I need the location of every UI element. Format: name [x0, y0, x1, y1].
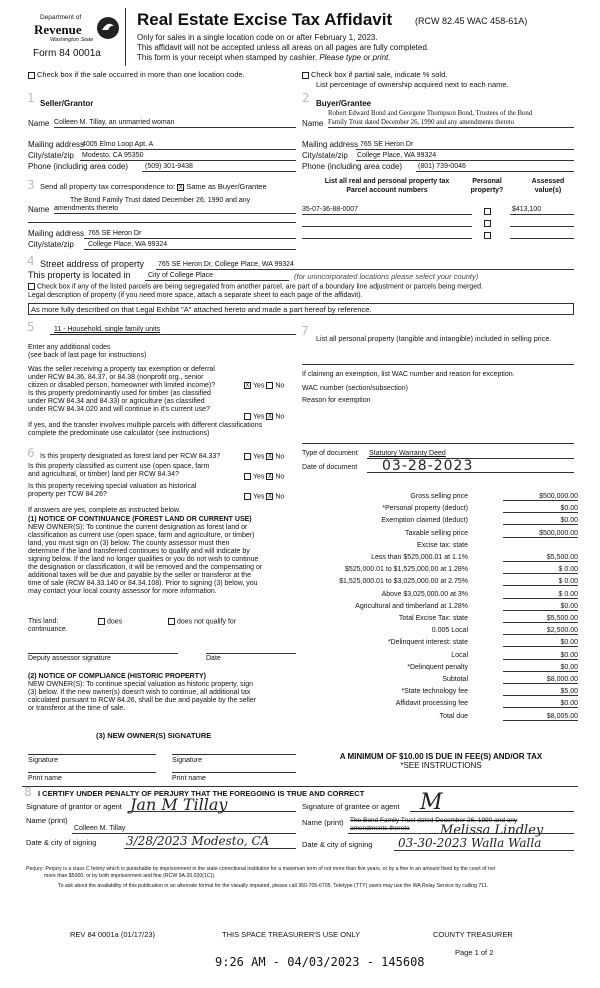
wac-label: WAC number (section/subsection)	[302, 385, 408, 392]
county-treasurer: COUNTY TREASURER	[433, 930, 513, 939]
availability-note: To ask about the availability of this publication in an alternate format for the visually impaired, please call 360-705-6705. Teletype (TTY) users may use the WA Relay Service by calling 711.	[58, 883, 489, 889]
exemption-instruction: If claiming an exemption, list WAC number and reason for exception.	[302, 371, 515, 378]
fee-row	[300, 664, 578, 676]
fee-amount[interactable]: $0.00	[503, 639, 578, 647]
section-6-number: 6	[27, 446, 35, 460]
use-code[interactable]: 11 - Household, single family units	[54, 326, 161, 333]
same-as-buyer-check[interactable]: X	[178, 184, 183, 191]
owner-sig-label-2: Signature	[172, 757, 202, 764]
seller-addr-label: Mailing address	[28, 140, 85, 149]
owner-sig-label-1: Signature	[28, 757, 58, 764]
doc-type[interactable]: Statutory Warranty Deed	[369, 450, 446, 457]
corr-addr-label: Mailing address	[28, 229, 85, 238]
buyer-name-line2[interactable]: Family Trust dated December 26, 1990 and any amendments thereto	[328, 119, 515, 126]
section-4-number: 4	[27, 254, 35, 268]
does-check[interactable]: does	[98, 618, 122, 625]
section-5-number: 5	[27, 320, 35, 334]
fee-amount[interactable]: $500,000.00	[503, 493, 578, 501]
forest-question: Is this property designated as forest land per RCW 84.33?	[40, 453, 221, 460]
revenue-label: Revenue	[34, 22, 82, 37]
corr-name-line1[interactable]: The Bond Family Trust dated December 26, 1990 and any	[70, 197, 251, 204]
timestamp-stamp: 9:26 AM - 04/03/2023 - 145608	[215, 955, 425, 969]
personal-check-1[interactable]	[484, 206, 493, 215]
fee-label: $525,000.01 to $1,525,000.00 at 1.28%	[345, 566, 468, 574]
fee-label: Above $3,025,000.00 at 3%	[381, 590, 468, 598]
grantor-sig-label: Signature of grantor or agent	[26, 802, 122, 811]
corr-address[interactable]: 765 SE Heron Dr	[88, 230, 142, 237]
fee-row	[300, 542, 578, 554]
seller-city-label: City/state/zip	[28, 151, 74, 160]
title-citation: (RCW 82.45 WAC 458-61A)	[415, 16, 528, 26]
fee-amount[interactable]: $ 0.00	[503, 578, 578, 586]
perjury-note: Perjury: Perjury is a class C felony which is punishable by imprisonment in the state correctional institution for a maximum term of not more than five years, or by a fine in an amount fixed by the court of not more than $5000, or by both imprisonment and fine (RCW 9A.20.020(1C)).	[26, 866, 496, 879]
fee-row	[300, 639, 578, 651]
deputy-sig-label: Deputy assessor signature	[28, 655, 111, 662]
assessed-header: Assessed value(s)	[531, 178, 565, 194]
new-owner-sig-heading: (3) NEW OWNER(S) SIGNATURE	[96, 731, 212, 740]
buyer-phone-label: Phone (including area code)	[302, 162, 403, 171]
grantor-name[interactable]: Colleen M. Tillay	[74, 825, 126, 832]
doc-date[interactable]: 03-28-2023	[382, 458, 474, 474]
uninc-note: (for unincorporated locations please select your county)	[294, 272, 479, 281]
buyer-heading: Buyer/Grantee	[316, 99, 372, 108]
does-not-check[interactable]: does not qualify for	[168, 618, 236, 625]
exemption-answer[interactable]: X Yes No	[245, 382, 285, 390]
corr-city[interactable]: College Place, WA 99324	[88, 241, 168, 248]
seller-name-label: Name	[28, 119, 50, 128]
fee-amount[interactable]: $0.00	[503, 505, 578, 513]
header-note-3: This form is your receipt when stamped by cashier. Please type or print.	[137, 53, 391, 62]
historic-answer[interactable]: Yes X No	[244, 493, 284, 500]
buyer-phone[interactable]: (801) 739-0046	[418, 163, 466, 170]
fee-amount[interactable]: $0.00	[503, 603, 578, 611]
fee-row	[300, 554, 578, 566]
land-label: This land:	[28, 618, 59, 625]
seller-phone[interactable]: (509) 301-9438	[145, 163, 193, 170]
fee-amount[interactable]: $5,500.00	[503, 554, 578, 562]
fee-row	[300, 578, 578, 590]
seller-phone-label: Phone (including area code)	[28, 162, 129, 171]
fee-row	[300, 713, 578, 725]
corr-name-label: Name	[28, 205, 50, 214]
exemption-question: Was the seller receiving a property tax exemption or deferral under RCW 84.36, 84.37, or 84.38 (nonprofit org., senior citizen or disabled person, homeowner with limited income)?	[28, 366, 216, 389]
seller-heading: Seller/Grantor	[40, 99, 94, 108]
fee-amount[interactable]: $5,500.00	[503, 615, 578, 623]
fee-label: Local	[451, 651, 468, 659]
dor-logo	[28, 10, 123, 65]
rev-label: REV 84 0001a (01/17/23)	[70, 930, 156, 939]
header-note-2: This affidavit will not be accepted unless all areas on all pages are fully completed.	[137, 43, 430, 52]
reason-label: Reason for exemption	[302, 397, 371, 404]
fee-row	[300, 688, 578, 700]
section-3-number: 3	[27, 178, 35, 192]
fee-label: *Delinquent penalty	[407, 663, 468, 671]
fee-label: Agricultural and timberland at 1.28%	[355, 602, 468, 610]
grantee-date-label: Date & city of signing	[302, 840, 373, 849]
timber-question: Is this property predominantly used for timber (as classified under RCW 84.34 and 84.33) or agriculture (as classified under RCW 84.34.020 and will continue in it's current use?	[28, 390, 211, 413]
doc-date-label: Date of document	[302, 464, 358, 471]
grantor-signature[interactable]: Jan M Tillay	[130, 795, 228, 814]
fee-row	[300, 566, 578, 578]
owner-print-label-1: Print name	[28, 775, 62, 782]
fee-amount[interactable]: $8,000.00	[503, 676, 578, 684]
fee-amount[interactable]: $5.00	[503, 688, 578, 696]
personal-check-2[interactable]	[484, 218, 493, 227]
fee-label: Affidavit processing fee	[395, 700, 468, 708]
section-8-number: 8	[24, 785, 32, 799]
located-label: This property is located in	[28, 270, 131, 280]
seller-name[interactable]: Colleen M. Tillay, an unmarried woman	[54, 119, 175, 126]
fee-label: Exemption claimed (deduct)	[381, 517, 468, 525]
page-number: Page 1 of 2	[455, 948, 494, 957]
fee-row	[300, 603, 578, 615]
grantee-signature[interactable]: M	[420, 790, 443, 815]
fee-label: Total due	[439, 712, 468, 720]
located-value[interactable]: City of College Place	[148, 272, 213, 279]
dor-logo-icon	[96, 16, 120, 40]
add-codes-2: (see back of last page for instructions)	[28, 352, 147, 359]
parcel-header: List all real and personal property tax Parcel account numbers	[324, 178, 450, 194]
parcel-number[interactable]: 35-07-36-88-0007	[302, 206, 359, 213]
fee-label: $1,525,000.01 to $3,025,000.00 at 2.75%	[339, 578, 468, 586]
grantor-date-city[interactable]: 3/28/2023 Modesto, CA	[126, 834, 270, 848]
assessed-value[interactable]: $413,100	[512, 206, 542, 213]
corr-name-line2[interactable]: amendments thereto	[54, 205, 119, 212]
deputy-date-label: Date	[206, 655, 221, 662]
partial-sale-note: List percentage of ownership acquired next to each name.	[316, 80, 509, 89]
seller-city[interactable]: Modesto, CA 95350	[82, 152, 144, 159]
multi-parcel-note: If yes, and the transfer involves multiple parcels with different classifications complete the predominate use calculator (see instructions)	[28, 422, 263, 437]
legal-description[interactable]: As more fully described on that Legal Exhibit "A" attached hereto and made a part hereof by reference.	[28, 303, 574, 315]
treasurer-space: THIS SPACE TREASURER'S USE ONLY	[222, 930, 361, 939]
grantee-name-handwritten[interactable]: Melissa Lindley	[440, 823, 544, 838]
fee-row	[300, 493, 578, 505]
fee-label: *Delinquent interest: state	[387, 639, 468, 647]
partial-sale-check[interactable]: Check box if partial sale, indicate % sold.	[302, 70, 447, 79]
section-1-number: 1	[27, 91, 35, 105]
header-note-1: Only for sales in a single location code on or after February 1, 2023.	[137, 33, 378, 42]
buyer-address[interactable]: 765 SE Heron Dr	[360, 141, 414, 148]
buyer-name-label: Name	[302, 119, 324, 128]
fee-label: *State technology fee	[401, 688, 468, 696]
owner-print-label-2: Print name	[172, 775, 206, 782]
forest-answer[interactable]: Yes X No	[244, 453, 284, 460]
street-label: Street address of property	[40, 259, 145, 269]
certification-text: I CERTIFY UNDER PENALTY OF PERJURY THAT THE FOREGOING IS TRUE AND CORRECT	[38, 789, 365, 798]
continuance-label: continuance.	[28, 626, 68, 633]
fee-amount[interactable]: $2,500.00	[503, 627, 578, 635]
answers-note: If answers are yes, complete as instructed below.	[28, 507, 181, 514]
fee-label: Less than $525,000.01 at 1.1%	[371, 554, 468, 561]
fee-amount[interactable]: $0.00	[503, 652, 578, 660]
personal-check-3[interactable]	[484, 230, 493, 239]
street-address[interactable]: 765 SE Heron Dr, College Place, WA 99324	[158, 261, 294, 268]
state-label: Washington State	[50, 37, 94, 43]
timber-answer[interactable]: Yes X No	[244, 413, 284, 420]
grantee-name-line2[interactable]: amendments thereto	[350, 825, 410, 832]
grantee-sig-label: Signature of grantee or agent	[302, 802, 400, 811]
fee-row	[300, 615, 578, 627]
fee-row	[300, 700, 578, 712]
fee-row	[300, 530, 578, 542]
personal-property-text: List all personal property (tangible and intangible) included in selling price.	[316, 334, 552, 343]
grantor-name-label: Name (print)	[26, 816, 68, 825]
fee-amount[interactable]: $0.00	[503, 700, 578, 708]
page-title: Real Estate Excise Tax Affidavit	[137, 10, 393, 29]
fee-row	[300, 652, 578, 664]
fee-label: Total Excise Tax: state	[398, 615, 468, 622]
fee-amount[interactable]: $ 0.00	[503, 591, 578, 599]
buyer-addr-label: Mailing address	[302, 140, 359, 149]
notice-continuance: (1) NOTICE OF CONTINUANCE (FOREST LAND OR CURRENT USE) NEW OWNER(S): To continue the current designation as forest land or classification as current use (open space, farm and agriculture, or timber) land, you must sign on (3) below. The county assessor must then determine if the land transferred continues to qualify and will indicate by signing below. If the land no longer qualifies or you do not wish to continue the designation or classification, it will be removed and the compensating or additional taxes will be due and payable by the seller or transferor at the time of sale (RCW 84.33.140 or 84.34.108). Prior to signing (3) below, you may contact your local county assessor for more information.	[28, 516, 263, 595]
legal-label: Legal description of property (if you need more space, attach a separate sheet to each page of the affidavit).	[28, 292, 363, 299]
fee-row	[300, 676, 578, 688]
grantor-date-label: Date & city of signing	[26, 838, 97, 847]
notice-compliance: (2) NOTICE OF COMPLIANCE (HISTORIC PROPERTY) NEW OWNER(S): To continue special valuation as historic property, sign (3) below. If the new owner(s) doesn't wish to continue, all additional tax calculated pursuant to RCW 84.26, shall be due and payable by the seller or transferor at the time of sale.	[28, 673, 257, 712]
multi-loc-check[interactable]: Check box if the sale occurred in more than one location code.	[28, 70, 245, 79]
current-use-question: Is this property classified as current use (open space, farm and agricultural, or timber) land per RCW 84.34?	[28, 463, 210, 478]
form-number: Form 84 0001a	[33, 48, 101, 59]
doc-type-label: Type of document	[302, 450, 358, 457]
fee-label: Excise tax: state	[417, 541, 468, 549]
fee-label: *Personal property (deduct)	[382, 505, 468, 513]
buyer-name-line1[interactable]: Robert Edward Bond and Georgene Thompson Bond, Trustees of the Bond	[328, 110, 533, 117]
fee-row	[300, 591, 578, 603]
minimum-notice: A MINIMUM OF $10.00 IS DUE IN FEE(S) AND/OR TAX	[339, 752, 543, 761]
fee-label: 0.005 Local	[431, 627, 468, 635]
historic-question: Is this property receiving special valuation as historical property per TCW 84.26?	[28, 483, 197, 498]
fee-amount[interactable]: $ 0.00	[503, 566, 578, 574]
fee-amount[interactable]: $0.00	[503, 664, 578, 672]
grantee-date-city[interactable]: 03-30-2023 Walla Walla	[398, 836, 542, 850]
section-2-number: 2	[302, 91, 310, 105]
fee-row	[300, 627, 578, 639]
segregation-check[interactable]: Check box if any of the listed parcels are being segregated from another parcel, are part of a boundary line adjustment or parcels being merged.	[28, 283, 483, 290]
header-divider	[125, 8, 126, 66]
fee-amount[interactable]: $0.00	[503, 517, 578, 525]
fee-label: Subtotal	[442, 676, 468, 683]
correspondence-text: Send all property tax correspondence to: X Same as Buyer/Grantee	[40, 182, 267, 191]
section-7-number: 7	[301, 324, 309, 338]
fee-label: Taxable selling price	[404, 529, 468, 537]
buyer-city-label: City/state/zip	[302, 151, 348, 160]
add-codes-1: Enter any additional codes	[28, 344, 111, 351]
dept-label: Department of	[40, 14, 82, 21]
fee-amount[interactable]: $500,000.00	[503, 530, 578, 538]
grantee-name-line1[interactable]: The Bond Family Trust dated December 26, 1990 and any	[350, 817, 518, 824]
fee-label: Gross selling price	[410, 493, 468, 500]
buyer-city[interactable]: College Place, WA 99324	[357, 152, 437, 159]
corr-city-label: City/state/zip	[28, 240, 74, 249]
fee-row	[300, 505, 578, 517]
personal-header: Personal property?	[470, 178, 504, 194]
current-use-answer[interactable]: Yes X No	[244, 473, 284, 480]
grantee-name-label: Name (print)	[302, 818, 344, 827]
see-instructions: *SEE INSTRUCTIONS	[400, 761, 482, 770]
seller-address[interactable]: 4005 Elmo Loop Apt. A	[82, 141, 154, 148]
fee-row	[300, 517, 578, 529]
fee-amount[interactable]: $8,005.00	[503, 713, 578, 721]
